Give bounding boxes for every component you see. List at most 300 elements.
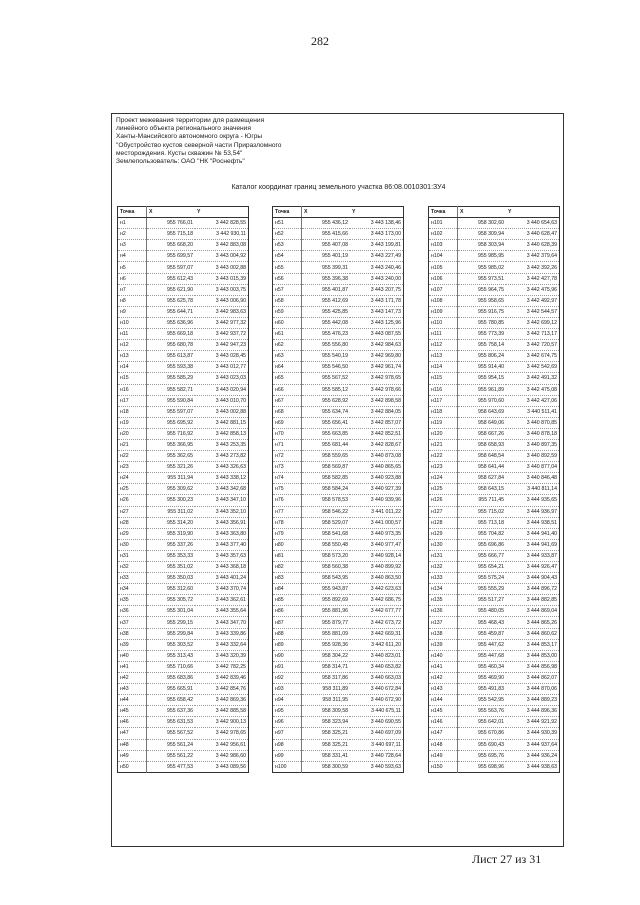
table-row bbox=[429, 462, 560, 473]
project-header bbox=[116, 117, 416, 166]
point-id-cell: н107 bbox=[429, 284, 458, 295]
y-coordinate-cell: 3 440 870,85 bbox=[506, 417, 560, 428]
table-row bbox=[118, 761, 249, 772]
table-row bbox=[429, 717, 560, 728]
point-id-cell: н102 bbox=[429, 229, 458, 240]
y-coordinate-cell: 3 442 947,23 bbox=[195, 340, 249, 351]
y-coordinate-cell: 3 442 869,36 bbox=[195, 695, 249, 706]
y-coordinate-cell: 3 442 858,13 bbox=[195, 428, 249, 439]
point-id-cell: н84 bbox=[273, 584, 302, 595]
y-coordinate-cell: 3 443 339,86 bbox=[195, 628, 249, 639]
y-coordinate-cell: 3 444 896,72 bbox=[506, 584, 560, 595]
table-row bbox=[429, 672, 560, 683]
x-coordinate-cell: 958 641,44 bbox=[458, 462, 507, 473]
y-coordinate-cell: 3 444 938,63 bbox=[506, 761, 560, 772]
x-coordinate-cell: 958 309,94 bbox=[458, 229, 507, 240]
y-coordinate-cell: 3 443 015,39 bbox=[195, 273, 249, 284]
y-coordinate-cell: 3 443 347,70 bbox=[195, 617, 249, 628]
point-id-cell: н44 bbox=[118, 695, 147, 706]
y-coordinate-cell: 3 443 320,39 bbox=[195, 650, 249, 661]
y-coordinate-cell: 3 443 147,73 bbox=[350, 306, 404, 317]
table-row bbox=[273, 706, 404, 717]
x-coordinate-cell: 955 561,24 bbox=[147, 739, 196, 750]
y-coordinate-cell: 3 442 475,96 bbox=[506, 284, 560, 295]
y-coordinate-cell: 3 442 611,20 bbox=[350, 639, 404, 650]
column-header-x: X bbox=[458, 207, 507, 218]
table-row bbox=[273, 439, 404, 450]
point-id-cell: н42 bbox=[118, 672, 147, 683]
y-coordinate-cell: 3 443 087,55 bbox=[350, 329, 404, 340]
y-coordinate-cell: 3 443 089,56 bbox=[195, 761, 249, 772]
point-id-cell: н146 bbox=[429, 717, 458, 728]
point-id-cell: н78 bbox=[273, 517, 302, 528]
y-coordinate-cell: 3 444 904,43 bbox=[506, 573, 560, 584]
table-row bbox=[118, 329, 249, 340]
y-coordinate-cell: 3 440 897,35 bbox=[506, 439, 560, 450]
x-coordinate-cell: 955 695,76 bbox=[458, 750, 507, 761]
y-coordinate-cell: 3 442 984,63 bbox=[350, 340, 404, 351]
x-coordinate-cell: 955 556,80 bbox=[302, 340, 351, 351]
y-coordinate-cell: 3 440 928,14 bbox=[350, 550, 404, 561]
x-coordinate-cell: 955 711,45 bbox=[458, 495, 507, 506]
table-row bbox=[118, 395, 249, 406]
x-coordinate-cell: 955 780,85 bbox=[458, 317, 507, 328]
x-coordinate-cell: 955 407,08 bbox=[302, 240, 351, 251]
x-coordinate-cell: 955 634,74 bbox=[302, 406, 351, 417]
point-id-cell: н101 bbox=[429, 218, 458, 229]
x-coordinate-cell: 958 546,22 bbox=[302, 506, 351, 517]
table-row bbox=[118, 595, 249, 606]
x-coordinate-cell: 955 665,91 bbox=[147, 684, 196, 695]
coordinates-table-2 bbox=[272, 206, 404, 773]
table-row bbox=[429, 251, 560, 262]
x-coordinate-cell: 955 468,43 bbox=[458, 617, 507, 628]
x-coordinate-cell: 955 683,86 bbox=[147, 672, 196, 683]
point-id-cell: н18 bbox=[118, 406, 147, 417]
table-row bbox=[118, 451, 249, 462]
point-id-cell: н19 bbox=[118, 417, 147, 428]
y-coordinate-cell: 3 440 675,11 bbox=[350, 706, 404, 717]
y-coordinate-cell: 3 442 673,72 bbox=[350, 617, 404, 628]
table-row bbox=[273, 451, 404, 462]
point-id-cell: н120 bbox=[429, 428, 458, 439]
point-id-cell: н96 bbox=[273, 717, 302, 728]
column-header-point: Точка bbox=[118, 207, 147, 218]
table-row bbox=[118, 550, 249, 561]
table-row bbox=[429, 562, 560, 573]
point-id-cell: н1 bbox=[118, 218, 147, 229]
y-coordinate-cell: 3 440 927,39 bbox=[350, 484, 404, 495]
x-coordinate-cell: 958 323,94 bbox=[302, 717, 351, 728]
table-row bbox=[273, 606, 404, 617]
table-row bbox=[429, 595, 560, 606]
point-id-cell: н77 bbox=[273, 506, 302, 517]
header-line: Проект межевания территории для размещения bbox=[116, 117, 265, 124]
y-coordinate-cell: 3 443 125,96 bbox=[350, 317, 404, 328]
x-coordinate-cell: 955 806,24 bbox=[458, 351, 507, 362]
y-coordinate-cell: 3 440 939,96 bbox=[350, 495, 404, 506]
y-coordinate-cell: 3 444 853,00 bbox=[506, 650, 560, 661]
y-coordinate-cell: 3 444 856,98 bbox=[506, 661, 560, 672]
x-coordinate-cell: 958 529,07 bbox=[302, 517, 351, 528]
x-coordinate-cell: 955 321,26 bbox=[147, 462, 196, 473]
table-row bbox=[273, 417, 404, 428]
y-coordinate-cell: 3 443 377,40 bbox=[195, 539, 249, 550]
x-coordinate-cell: 955 958,65 bbox=[458, 295, 507, 306]
y-coordinate-cell: 3 442 782,25 bbox=[195, 661, 249, 672]
table-row bbox=[118, 229, 249, 240]
point-id-cell: н37 bbox=[118, 617, 147, 628]
table-row bbox=[429, 284, 560, 295]
point-id-cell: н27 bbox=[118, 506, 147, 517]
x-coordinate-cell: 955 540,19 bbox=[302, 351, 351, 362]
point-id-cell: н114 bbox=[429, 362, 458, 373]
point-id-cell: н148 bbox=[429, 739, 458, 750]
y-coordinate-cell: 3 442 885,58 bbox=[195, 706, 249, 717]
y-coordinate-cell: 3 444 860,62 bbox=[506, 628, 560, 639]
x-coordinate-cell: 955 447,68 bbox=[458, 650, 507, 661]
point-id-cell: н22 bbox=[118, 451, 147, 462]
y-coordinate-cell: 3 440 923,88 bbox=[350, 473, 404, 484]
table-row bbox=[118, 439, 249, 450]
x-coordinate-cell: 955 337,26 bbox=[147, 539, 196, 550]
y-coordinate-cell: 3 444 938,51 bbox=[506, 517, 560, 528]
x-coordinate-cell: 955 542,95 bbox=[458, 695, 507, 706]
x-coordinate-cell: 955 715,18 bbox=[147, 229, 196, 240]
y-coordinate-cell: 3 443 227,49 bbox=[350, 251, 404, 262]
point-id-cell: н20 bbox=[118, 428, 147, 439]
table-row bbox=[273, 306, 404, 317]
point-id-cell: н87 bbox=[273, 617, 302, 628]
point-id-cell: н9 bbox=[118, 306, 147, 317]
x-coordinate-cell: 958 541,68 bbox=[302, 528, 351, 539]
x-coordinate-cell: 955 654,21 bbox=[458, 562, 507, 573]
y-coordinate-cell: 3 440 654,63 bbox=[506, 218, 560, 229]
x-coordinate-cell: 955 300,23 bbox=[147, 495, 196, 506]
point-id-cell: н35 bbox=[118, 595, 147, 606]
point-id-cell: н16 bbox=[118, 384, 147, 395]
table-row bbox=[273, 340, 404, 351]
x-coordinate-cell: 955 961,89 bbox=[458, 384, 507, 395]
y-coordinate-cell: 3 443 028,45 bbox=[195, 351, 249, 362]
point-id-cell: н145 bbox=[429, 706, 458, 717]
point-id-cell: н98 bbox=[273, 739, 302, 750]
table-row bbox=[118, 295, 249, 306]
point-id-cell: н140 bbox=[429, 650, 458, 661]
table-row bbox=[273, 295, 404, 306]
x-coordinate-cell: 955 695,92 bbox=[147, 417, 196, 428]
x-coordinate-cell: 955 680,78 bbox=[147, 340, 196, 351]
x-coordinate-cell: 955 964,75 bbox=[458, 284, 507, 295]
table-header-row bbox=[118, 207, 249, 218]
table-row bbox=[118, 584, 249, 595]
x-coordinate-cell: 955 350,03 bbox=[147, 573, 196, 584]
x-coordinate-cell: 958 325,21 bbox=[302, 728, 351, 739]
table-row bbox=[118, 218, 249, 229]
point-id-cell: н25 bbox=[118, 484, 147, 495]
point-id-cell: н60 bbox=[273, 317, 302, 328]
table-row bbox=[118, 672, 249, 683]
table-row bbox=[118, 717, 249, 728]
y-coordinate-cell: 3 443 138,46 bbox=[350, 218, 404, 229]
point-id-cell: н134 bbox=[429, 584, 458, 595]
point-id-cell: н11 bbox=[118, 329, 147, 340]
point-id-cell: н29 bbox=[118, 528, 147, 539]
table-row bbox=[118, 251, 249, 262]
x-coordinate-cell: 955 303,52 bbox=[147, 639, 196, 650]
y-coordinate-cell: 3 444 933,87 bbox=[506, 550, 560, 561]
x-coordinate-cell: 955 637,36 bbox=[147, 706, 196, 717]
y-coordinate-cell: 3 442 392,26 bbox=[506, 262, 560, 273]
point-id-cell: н14 bbox=[118, 362, 147, 373]
y-coordinate-cell: 3 444 926,47 bbox=[506, 562, 560, 573]
x-coordinate-cell: 955 715,02 bbox=[458, 506, 507, 517]
point-id-cell: н103 bbox=[429, 240, 458, 251]
y-coordinate-cell: 3 440 672,90 bbox=[350, 695, 404, 706]
point-id-cell: н92 bbox=[273, 672, 302, 683]
point-id-cell: н123 bbox=[429, 462, 458, 473]
point-id-cell: н106 bbox=[429, 273, 458, 284]
y-coordinate-cell: 3 440 899,92 bbox=[350, 562, 404, 573]
table-row bbox=[429, 761, 560, 772]
table-row bbox=[429, 262, 560, 273]
y-coordinate-cell: 3 440 892,59 bbox=[506, 451, 560, 462]
x-coordinate-cell: 955 425,85 bbox=[302, 306, 351, 317]
table-row bbox=[118, 417, 249, 428]
y-coordinate-cell: 3 442 956,61 bbox=[195, 739, 249, 750]
x-coordinate-cell: 955 631,53 bbox=[147, 717, 196, 728]
x-coordinate-cell: 955 625,78 bbox=[147, 295, 196, 306]
table-row bbox=[273, 384, 404, 395]
point-id-cell: н109 bbox=[429, 306, 458, 317]
y-coordinate-cell: 3 442 977,32 bbox=[195, 317, 249, 328]
x-coordinate-cell: 955 628,92 bbox=[302, 395, 351, 406]
y-coordinate-cell: 3 444 882,85 bbox=[506, 595, 560, 606]
y-coordinate-cell: 3 443 173,00 bbox=[350, 229, 404, 240]
y-coordinate-cell: 3 442 978,66 bbox=[350, 384, 404, 395]
x-coordinate-cell: 955 690,43 bbox=[458, 739, 507, 750]
table-row bbox=[273, 728, 404, 739]
point-id-cell: н62 bbox=[273, 340, 302, 351]
y-coordinate-cell: 3 443 363,80 bbox=[195, 528, 249, 539]
y-coordinate-cell: 3 443 010,70 bbox=[195, 395, 249, 406]
point-id-cell: н108 bbox=[429, 295, 458, 306]
y-coordinate-cell: 3 442 491,32 bbox=[506, 373, 560, 384]
point-id-cell: н86 bbox=[273, 606, 302, 617]
x-coordinate-cell: 955 585,12 bbox=[302, 384, 351, 395]
table-header-row bbox=[273, 207, 404, 218]
table-row bbox=[429, 473, 560, 484]
point-id-cell: н70 bbox=[273, 428, 302, 439]
table-row bbox=[118, 706, 249, 717]
x-coordinate-cell: 955 563,76 bbox=[458, 706, 507, 717]
point-id-cell: н41 bbox=[118, 661, 147, 672]
x-coordinate-cell: 955 593,38 bbox=[147, 362, 196, 373]
column-header-x: X bbox=[302, 207, 351, 218]
point-id-cell: н136 bbox=[429, 606, 458, 617]
point-id-cell: н91 bbox=[273, 661, 302, 672]
table-row bbox=[273, 495, 404, 506]
point-id-cell: н80 bbox=[273, 539, 302, 550]
x-coordinate-cell: 958 331,41 bbox=[302, 750, 351, 761]
table-row bbox=[429, 728, 560, 739]
point-id-cell: н52 bbox=[273, 229, 302, 240]
table-row bbox=[118, 351, 249, 362]
table-row bbox=[273, 406, 404, 417]
y-coordinate-cell: 3 443 370,74 bbox=[195, 584, 249, 595]
point-id-cell: н112 bbox=[429, 340, 458, 351]
x-coordinate-cell: 955 396,38 bbox=[302, 273, 351, 284]
x-coordinate-cell: 955 879,77 bbox=[302, 617, 351, 628]
table-row bbox=[273, 251, 404, 262]
y-coordinate-cell: 3 443 240,00 bbox=[350, 273, 404, 284]
table-row bbox=[118, 317, 249, 328]
x-coordinate-cell: 958 304,22 bbox=[302, 650, 351, 661]
point-id-cell: н56 bbox=[273, 273, 302, 284]
table-row bbox=[273, 506, 404, 517]
x-coordinate-cell: 955 881,09 bbox=[302, 628, 351, 639]
table-row bbox=[273, 672, 404, 683]
column-header-point: Точка bbox=[273, 207, 302, 218]
point-id-cell: н13 bbox=[118, 351, 147, 362]
y-coordinate-cell: 3 444 941,40 bbox=[506, 528, 560, 539]
y-coordinate-cell: 3 442 699,12 bbox=[506, 317, 560, 328]
y-coordinate-cell: 3 444 935,65 bbox=[506, 495, 560, 506]
point-id-cell: н40 bbox=[118, 650, 147, 661]
table-row bbox=[273, 739, 404, 750]
point-id-cell: н99 bbox=[273, 750, 302, 761]
x-coordinate-cell: 955 480,05 bbox=[458, 606, 507, 617]
y-coordinate-cell: 3 442 884,05 bbox=[350, 406, 404, 417]
y-coordinate-cell: 3 442 623,63 bbox=[350, 584, 404, 595]
table-row bbox=[118, 606, 249, 617]
x-coordinate-cell: 955 758,14 bbox=[458, 340, 507, 351]
table-row bbox=[118, 517, 249, 528]
column-header-y: Y bbox=[506, 207, 560, 218]
point-id-cell: н83 bbox=[273, 573, 302, 584]
point-id-cell: н132 bbox=[429, 562, 458, 573]
table-row bbox=[429, 373, 560, 384]
x-coordinate-cell: 955 914,40 bbox=[458, 362, 507, 373]
table-row bbox=[118, 639, 249, 650]
x-coordinate-cell: 955 309,62 bbox=[147, 484, 196, 495]
x-coordinate-cell: 955 656,41 bbox=[302, 417, 351, 428]
x-coordinate-cell: 958 584,24 bbox=[302, 484, 351, 495]
x-coordinate-cell: 955 681,44 bbox=[302, 439, 351, 450]
point-id-cell: н65 bbox=[273, 373, 302, 384]
table-row bbox=[273, 484, 404, 495]
point-id-cell: н57 bbox=[273, 284, 302, 295]
table-row bbox=[429, 650, 560, 661]
y-coordinate-cell: 3 442 828,55 bbox=[195, 218, 249, 229]
x-coordinate-cell: 955 597,07 bbox=[147, 406, 196, 417]
x-coordinate-cell: 955 442,08 bbox=[302, 317, 351, 328]
point-id-cell: н31 bbox=[118, 550, 147, 561]
point-id-cell: н97 bbox=[273, 728, 302, 739]
point-id-cell: н38 bbox=[118, 628, 147, 639]
table-row bbox=[429, 229, 560, 240]
y-coordinate-cell: 3 442 492,97 bbox=[506, 295, 560, 306]
point-id-cell: н26 bbox=[118, 495, 147, 506]
y-coordinate-cell: 3 444 936,97 bbox=[506, 506, 560, 517]
x-coordinate-cell: 955 567,52 bbox=[147, 728, 196, 739]
header-line: месторождения. Кусты скважин № 53,54" bbox=[116, 149, 243, 157]
point-id-cell: н117 bbox=[429, 395, 458, 406]
table-row bbox=[429, 406, 560, 417]
table-row bbox=[118, 650, 249, 661]
y-coordinate-cell: 3 443 004,92 bbox=[195, 251, 249, 262]
point-id-cell: н124 bbox=[429, 473, 458, 484]
x-coordinate-cell: 958 578,53 bbox=[302, 495, 351, 506]
y-coordinate-cell: 3 443 401,24 bbox=[195, 573, 249, 584]
x-coordinate-cell: 955 943,87 bbox=[302, 584, 351, 595]
y-coordinate-cell: 3 444 936,24 bbox=[506, 750, 560, 761]
x-coordinate-cell: 955 366,95 bbox=[147, 439, 196, 450]
table-row bbox=[118, 384, 249, 395]
point-id-cell: н104 bbox=[429, 251, 458, 262]
table-row bbox=[429, 550, 560, 561]
point-id-cell: н46 bbox=[118, 717, 147, 728]
table-row bbox=[273, 539, 404, 550]
x-coordinate-cell: 955 644,71 bbox=[147, 306, 196, 317]
y-coordinate-cell: 3 443 326,63 bbox=[195, 462, 249, 473]
table-row bbox=[429, 273, 560, 284]
table-row bbox=[118, 284, 249, 295]
point-id-cell: н69 bbox=[273, 417, 302, 428]
point-id-cell: н3 bbox=[118, 240, 147, 251]
point-id-cell: н7 bbox=[118, 284, 147, 295]
point-id-cell: н116 bbox=[429, 384, 458, 395]
table-row bbox=[118, 728, 249, 739]
y-coordinate-cell: 3 442 669,31 bbox=[350, 628, 404, 639]
point-id-cell: н115 bbox=[429, 373, 458, 384]
point-id-cell: н100 bbox=[273, 761, 302, 772]
x-coordinate-cell: 958 314,71 bbox=[302, 661, 351, 672]
y-coordinate-cell: 3 443 253,35 bbox=[195, 439, 249, 450]
table-row bbox=[429, 739, 560, 750]
point-id-cell: н63 bbox=[273, 351, 302, 362]
x-coordinate-cell: 958 550,48 bbox=[302, 539, 351, 550]
y-coordinate-cell: 3 442 379,64 bbox=[506, 251, 560, 262]
x-coordinate-cell: 955 313,43 bbox=[147, 650, 196, 661]
x-coordinate-cell: 955 353,33 bbox=[147, 550, 196, 561]
x-coordinate-cell: 955 666,77 bbox=[458, 550, 507, 561]
point-id-cell: н85 bbox=[273, 595, 302, 606]
table-row bbox=[429, 306, 560, 317]
y-coordinate-cell: 3 440 973,35 bbox=[350, 528, 404, 539]
y-coordinate-cell: 3 443 002,88 bbox=[195, 406, 249, 417]
y-coordinate-cell: 3 444 930,39 bbox=[506, 728, 560, 739]
table-row bbox=[273, 528, 404, 539]
point-id-cell: н133 bbox=[429, 573, 458, 584]
point-id-cell: н82 bbox=[273, 562, 302, 573]
x-coordinate-cell: 958 311,89 bbox=[302, 684, 351, 695]
x-coordinate-cell: 955 636,96 bbox=[147, 317, 196, 328]
table-row bbox=[429, 573, 560, 584]
x-coordinate-cell: 955 299,15 bbox=[147, 617, 196, 628]
y-coordinate-cell: 3 440 823,01 bbox=[350, 650, 404, 661]
table-row bbox=[118, 695, 249, 706]
y-coordinate-cell: 3 443 273,82 bbox=[195, 451, 249, 462]
point-id-cell: н15 bbox=[118, 373, 147, 384]
y-coordinate-cell: 3 443 357,63 bbox=[195, 550, 249, 561]
point-id-cell: н43 bbox=[118, 684, 147, 695]
table-row bbox=[273, 717, 404, 728]
table-row bbox=[118, 750, 249, 761]
point-id-cell: н64 bbox=[273, 362, 302, 373]
column-header-y: Y bbox=[195, 207, 249, 218]
x-coordinate-cell: 955 621,90 bbox=[147, 284, 196, 295]
